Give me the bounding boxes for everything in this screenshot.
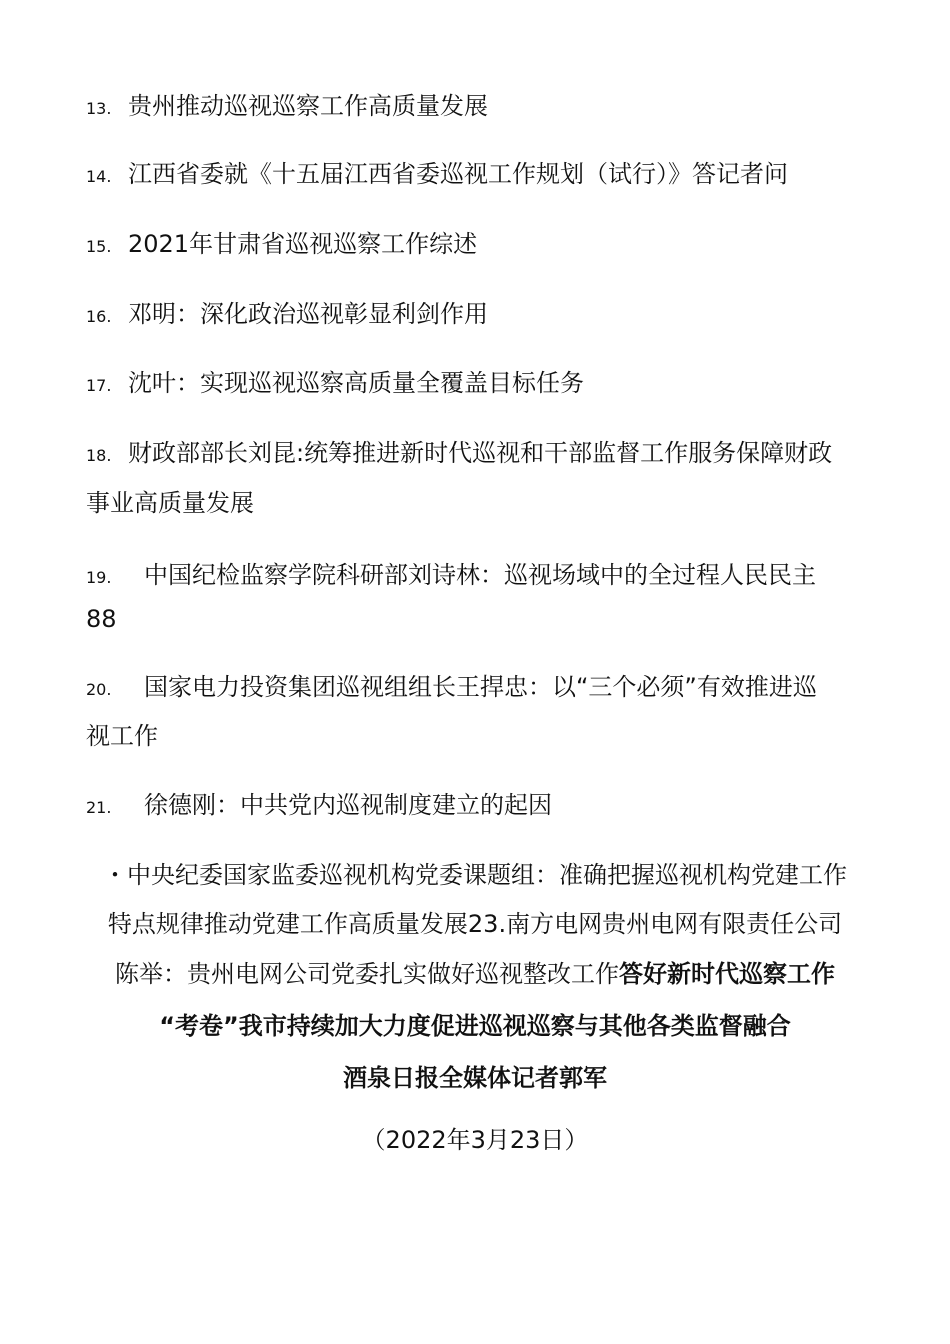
item-text: 邓明：深化政治巡视彰显利剑作用 [128,300,488,328]
item-number: 16. [86,307,112,326]
item-text: 财政部部长刘昆:统筹推进新时代巡视和干部监督工作服务保障财政 [128,439,833,467]
item-text: 徐德刚：中共党内巡视制度建立的起因 [144,791,552,819]
list-item [86,228,477,263]
list-item [86,298,488,333]
item-text: 国家电力投资集团巡视组组长王捍忠：以“三个必须”有效推进巡 [144,673,817,701]
item-number: 21. [86,798,112,817]
item-number: 15. [86,237,112,256]
item-number: 14. [86,167,112,186]
list-item-continuation: 88 [86,605,117,633]
item-number: 20. [86,680,112,699]
article-date: （2022年3月23日） [361,1126,589,1154]
paragraph-text: 陈举：贵州电网公司党委扎实做好巡视整改工作 [115,960,619,988]
list-item-continuation: 视工作 [86,722,158,750]
article-heading-start: 答好新时代巡察工作 [619,960,835,988]
list-item [86,90,488,125]
item-number: 18. [86,446,112,465]
list-item [86,367,584,402]
paragraph-line: 特点规律推动党建工作高质量发展23.南方电网贵州电网有限责任公司 [107,910,843,938]
list-item [86,158,788,193]
list-item [86,437,832,472]
list-item-continuation: 事业高质量发展 [86,489,254,517]
item-text: 贵州推动巡视巡察工作高质量发展 [128,92,488,120]
item-number: 19. [86,568,112,587]
item-text: 中国纪检监察学院科研部刘诗林：巡视场域中的全过程人民民主 [144,561,816,589]
paragraph-line [0,958,950,990]
item-number: 17. [86,376,112,395]
article-author: 酒泉日报全媒体记者郭军 [343,1064,607,1092]
list-item [86,671,817,706]
item-number: 13. [86,99,112,118]
paragraph-line: ・中央纪委国家监委巡视机构党委课题组：准确把握巡视机构党建工作 [103,861,847,889]
item-text: 2021年甘肃省巡视巡察工作综述 [128,230,478,258]
list-item [86,559,816,594]
item-text: 江西省委就《十五届江西省委巡视工作规划（试行）》答记者问 [128,160,788,188]
article-title: “考卷”我市持续加大力度促进巡视巡察与其他各类监督融合 [159,1012,791,1040]
item-text: 沈叶：实现巡视巡察高质量全覆盖目标任务 [128,369,584,397]
list-item [86,789,552,824]
